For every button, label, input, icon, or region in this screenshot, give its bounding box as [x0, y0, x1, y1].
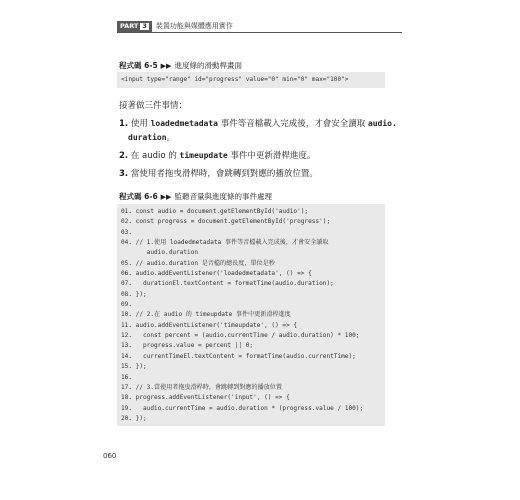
chapter-title: 裝置功能與媒體應用實作 [155, 22, 233, 30]
code-line: 10. // 2.在 audio 的 timeupdate 事件中更新滑桿進度 [121, 311, 291, 319]
code-line: 03. [121, 228, 133, 236]
code-line: audio.duration [121, 249, 199, 257]
code-line: 01. const audio = document.getElementById('audio'); [121, 208, 309, 215]
code-caption-6-5 [119, 60, 242, 71]
step-number: 2. [119, 151, 129, 161]
step-text: 當使用者拖曳滑桿時，會跳轉到對應的播放位置。 [130, 169, 318, 179]
inline-code: audio. [367, 119, 397, 128]
code-line: 02. const progress = document.getElementById('progress'); [121, 218, 331, 226]
double-arrow-icon: ▶▶ [160, 192, 172, 201]
code-line: 18. progress.addEventListener('input', () => { [121, 394, 290, 402]
code-block-6-5 [117, 72, 385, 88]
intro-paragraph: 接著做三件事情： [119, 101, 188, 111]
inline-code: loadedmetadata [150, 119, 218, 128]
code-line: 20. }); [121, 414, 147, 422]
code-line: 17. // 3.當使用者拖曳滑桿時，會跳轉到對應的播放位置 [121, 383, 282, 391]
step-number: 1. [119, 119, 129, 129]
code-line: 06. audio.addEventListener('loadedmetadata', () => { [121, 270, 312, 278]
code-line: 11. audio.addEventListener('timeupdate', () => { [121, 321, 298, 329]
inline-code: duration [128, 133, 167, 142]
step-text: 事件等音檔載入完成後，才會安全讀取 [218, 119, 368, 129]
code-line: 19. audio.currentTime = audio.duration * (progress.value / 100); [121, 404, 364, 412]
code-block-6-6 [117, 204, 385, 426]
step-text: 。 [166, 133, 176, 143]
code-line: 04. // 1.使用 loadedmetadata 事件等音檔載入完成後，才會安全讀取 [121, 239, 329, 247]
step-1-continued [128, 131, 175, 145]
code-line: <input type="range" id="progress" value="0" min="0" max="100"> [121, 76, 349, 83]
step-text: 事件中更新滑桿進度。 [227, 151, 316, 161]
step-1 [119, 117, 397, 131]
page-number: 060 [103, 452, 117, 460]
step-3 [119, 167, 318, 181]
step-number: 3. [119, 169, 129, 179]
code-label: 程式碼 6-6 [119, 192, 158, 201]
code-line: 07. durationEl.textContent = formatTime(audio.duration); [121, 280, 334, 288]
step-2 [119, 149, 315, 163]
step-text: 在 audio 的 [130, 151, 180, 161]
double-arrow-icon: ▶▶ [160, 61, 172, 70]
code-caption-6-6 [119, 191, 272, 202]
code-line: 14. currentTimeEl.textContent = formatTime(audio.currentTime); [121, 352, 356, 360]
code-line: 12. const percent = (audio.currentTime / audio.duration) * 100; [121, 332, 360, 340]
inline-code: timeupdate [179, 151, 228, 160]
part-badge [117, 21, 152, 32]
code-line: 08. }); [121, 290, 147, 298]
code-line: 13. progress.value = percent || 0; [121, 342, 254, 350]
part-number: 3 [142, 21, 147, 30]
running-header [117, 20, 402, 33]
code-line: 16. [121, 373, 133, 381]
step-text: 使用 [130, 119, 151, 129]
code-line: 15. }); [121, 363, 147, 371]
code-title: 進度條的滑動桿畫面 [174, 61, 242, 70]
code-title: 監聽音量與進度條的事件處理 [174, 192, 272, 201]
part-label: PART [120, 21, 139, 30]
code-line: 05. // audio.duration 是音檔的總長度，單位是秒 [121, 259, 275, 267]
code-line: 09. [121, 301, 133, 309]
code-label: 程式碼 6-5 [119, 61, 158, 70]
